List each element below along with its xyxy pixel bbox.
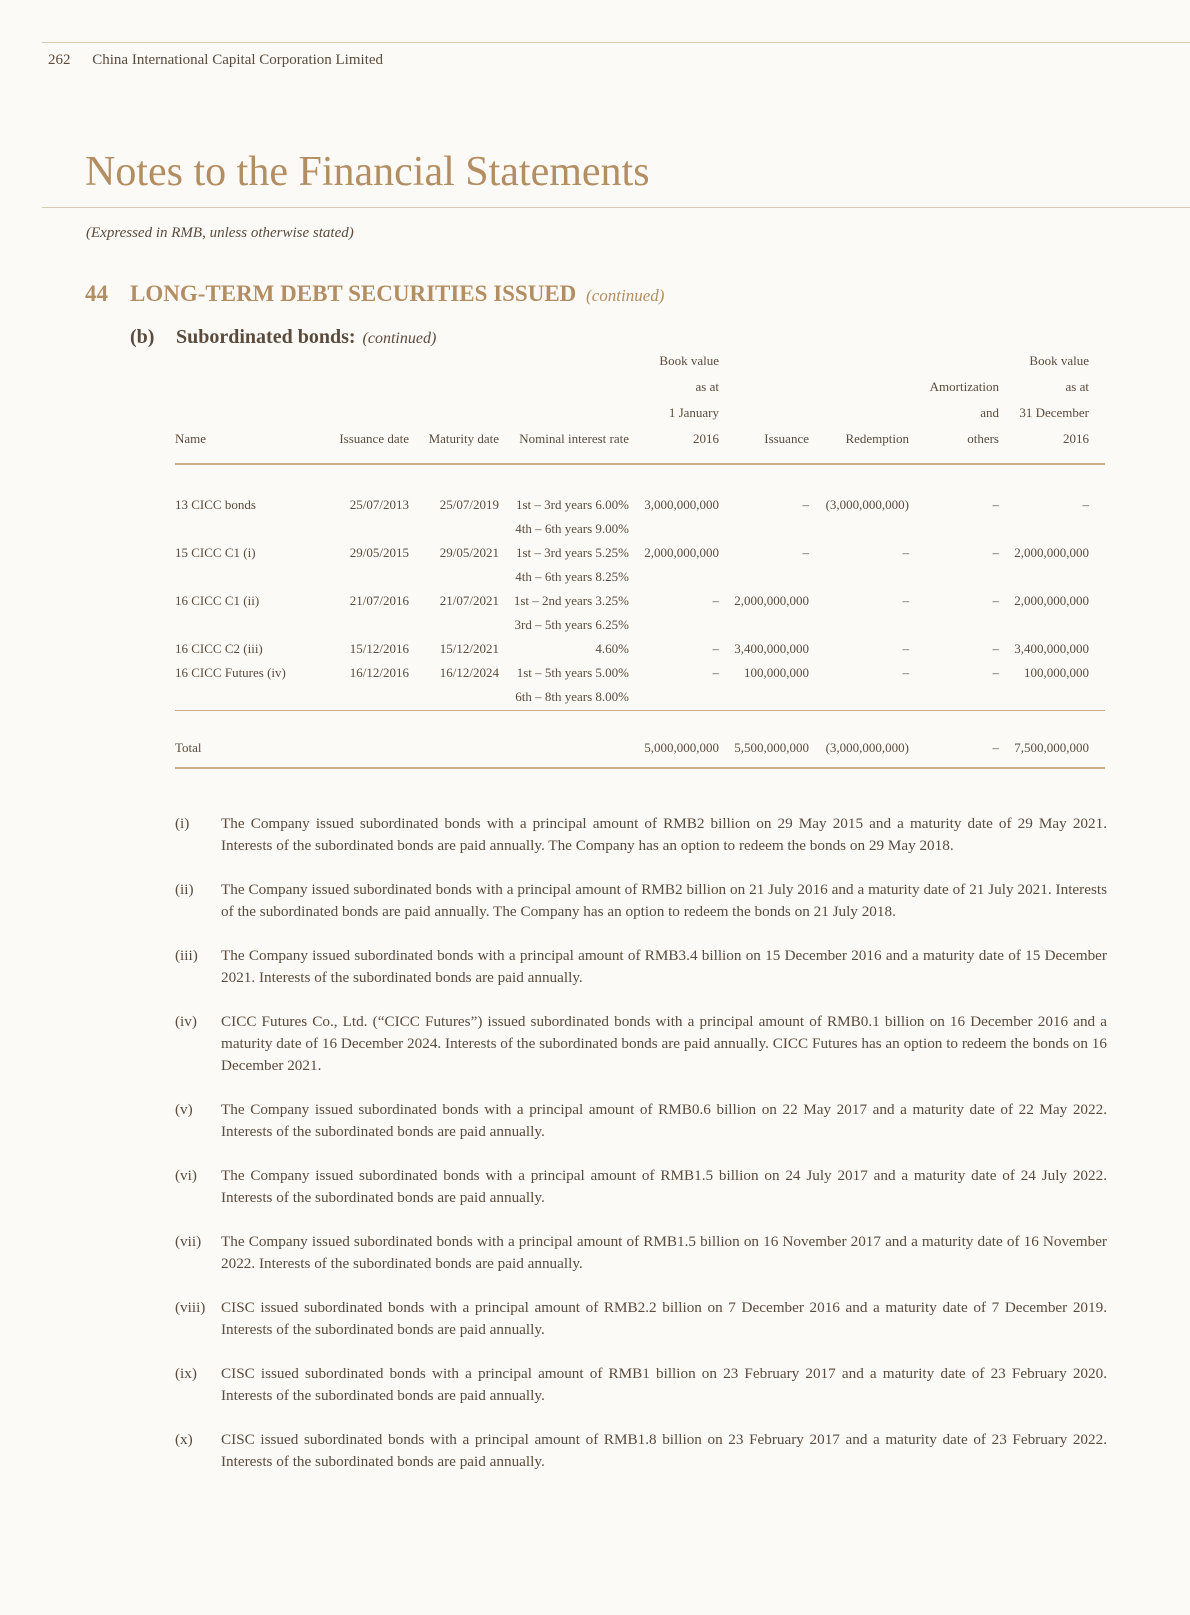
row-issuance: 100,000,000 <box>744 665 809 680</box>
footnote-text: The Company issued subordinated bonds with a principal amount of RMB2 billion on 21 July 2016 and a maturity date of 21 July 2021. Interests of the subordinated bonds are paid annually. The Company has an option to redeem the bonds on 21 July 2018. <box>221 881 1107 920</box>
row-maturity-date: 16/12/2024 <box>439 665 499 680</box>
subordinated-bonds-table <box>175 353 1105 755</box>
footnote-text: The Company issued subordinated bonds with a principal amount of RMB2 billion on 29 May 2015 and a maturity date of 29 May 2021. Interests of the subordinated bonds are paid annually. The Company has an option to redeem the bonds on 29 May 2018. <box>221 815 1107 854</box>
header-amort-line3: others <box>967 431 999 446</box>
header-bv-close-line1: Book value <box>1029 353 1089 368</box>
header-amort-line2: and <box>980 405 999 420</box>
header-rule <box>175 463 1105 465</box>
header-maturity-date: Maturity date <box>428 431 499 446</box>
row-issuance: – <box>802 545 809 560</box>
row-rate <box>515 661 629 709</box>
row-name: 16 CICC Futures (iv) <box>175 665 286 680</box>
row-issuance: 3,400,000,000 <box>734 641 809 656</box>
footnote-text: CISC issued subordinated bonds with a principal amount of RMB1.8 billion on 23 February 2017 and a maturity date of 23 February 2022. Interests of the subordinated bonds are paid annually. <box>221 1431 1107 1470</box>
footnote-text: The Company issued subordinated bonds with a principal amount of RMB1.5 billion on 16 November 2017 and a maturity date of 16 November 2022. Interests of the subordinated bonds are paid annually. <box>221 1233 1107 1272</box>
title-rule <box>42 207 1190 208</box>
row-rate <box>515 541 629 589</box>
footnote-label: (vii) <box>175 1233 202 1250</box>
section-continued: (continued) <box>586 286 665 305</box>
header-name: Name <box>175 431 207 446</box>
footnote-text: CISC issued subordinated bonds with a principal amount of RMB2.2 billion on 7 December 2016 and a maturity date of 7 December 2019. Interests of the subordinated bonds are paid annually. <box>221 1299 1107 1338</box>
header-issuance: Issuance <box>764 431 809 446</box>
page-number: 262 <box>48 52 71 68</box>
row-name: 13 CICC bonds <box>175 497 256 512</box>
row-redemption: (3,000,000,000) <box>825 497 909 512</box>
header-amort-line1: Amortization <box>929 379 999 394</box>
footnote-text: The Company issued subordinated bonds with a principal amount of RMB1.5 billion on 24 July 2017 and a maturity date of 24 July 2022. Interests of the subordinated bonds are paid annually. <box>221 1167 1107 1206</box>
total-closing: 7,500,000,000 <box>1014 740 1089 755</box>
footnote-label: (x) <box>175 1431 193 1448</box>
footnote <box>175 1429 1107 1473</box>
footnote-label: (iv) <box>175 1013 197 1030</box>
row-rate-line1: 1st – 2nd years 3.25% <box>513 593 629 608</box>
row-opening: 2,000,000,000 <box>644 545 719 560</box>
row-name: 16 CICC C2 (iii) <box>175 641 263 656</box>
row-issuance: – <box>802 497 809 512</box>
header-book-value-closing <box>1019 348 1089 452</box>
row-amortization: – <box>992 593 999 608</box>
row-issuance-date: 15/12/2016 <box>349 641 409 656</box>
total-opening: 5,000,000,000 <box>644 740 719 755</box>
row-amortization: – <box>992 641 999 656</box>
footnote <box>175 1363 1107 1407</box>
row-rate-line2: 4th – 6th years 8.25% <box>515 569 629 584</box>
header-nominal-rate: Nominal interest rate <box>519 431 629 446</box>
row-maturity-date: 21/07/2021 <box>439 593 499 608</box>
footnote <box>175 1165 1107 1209</box>
top-rule <box>42 42 1190 43</box>
footnote-label: (ix) <box>175 1365 197 1382</box>
footnote-text: The Company issued subordinated bonds with a principal amount of RMB3.4 billion on 15 December 2016 and a maturity date of 15 December 2021. Interests of the subordinated bonds are paid annually. <box>221 947 1107 986</box>
row-opening: 3,000,000,000 <box>644 497 719 512</box>
row-rate-line2: 3rd – 5th years 6.25% <box>514 617 629 632</box>
row-issuance-date: 16/12/2016 <box>349 665 409 680</box>
footnote <box>175 813 1107 857</box>
total-label: Total <box>175 740 202 755</box>
row-redemption: – <box>902 593 909 608</box>
header-redemption: Redemption <box>845 431 909 446</box>
row-maturity-date: 15/12/2021 <box>439 641 499 656</box>
row-rate-line1: 1st – 5th years 5.00% <box>516 665 629 680</box>
row-maturity-date: 29/05/2021 <box>439 545 499 560</box>
total-issuance: 5,500,000,000 <box>734 740 809 755</box>
footnote-text: CICC Futures Co., Ltd. (“CICC Futures”) issued subordinated bonds with a principal amount of RMB0.1 billion on 16 December 2016 and a maturity date of 16 December 2024. Interests of the subordinated bonds are paid annually. CICC Futures has an option to redeem the bonds on 16 December 2021. <box>221 1013 1107 1074</box>
row-opening: – <box>712 641 719 656</box>
total-rule <box>175 767 1105 769</box>
table-header <box>175 353 1105 460</box>
section-heading <box>85 281 664 307</box>
footnote <box>175 879 1107 923</box>
footnote-label: (vi) <box>175 1167 197 1184</box>
row-rate <box>515 493 629 541</box>
row-name: 16 CICC C1 (ii) <box>175 593 260 608</box>
row-issuance: 2,000,000,000 <box>734 593 809 608</box>
row-redemption: – <box>902 545 909 560</box>
row-rate <box>514 589 629 637</box>
total-redemption: (3,000,000,000) <box>825 740 909 755</box>
row-amortization: – <box>992 665 999 680</box>
subsection-heading <box>130 326 436 349</box>
row-closing: 100,000,000 <box>1024 665 1089 680</box>
page-title: Notes to the Financial Statements <box>85 149 650 195</box>
row-closing: 2,000,000,000 <box>1014 545 1089 560</box>
header-bv-close-line3: 31 December <box>1019 405 1089 420</box>
footnote <box>175 1011 1107 1077</box>
row-issuance-date: 25/07/2013 <box>349 497 409 512</box>
subsection-title: Subordinated bonds: <box>176 326 356 348</box>
row-closing: 2,000,000,000 <box>1014 593 1089 608</box>
row-rate: 4.60% <box>595 641 629 656</box>
footnote-label: (v) <box>175 1101 193 1118</box>
header-bv-open-line2: as at <box>695 379 719 394</box>
header-bv-open-line4: 2016 <box>693 431 719 446</box>
row-redemption: – <box>902 665 909 680</box>
page-header <box>48 52 383 69</box>
footnote-label: (ii) <box>175 881 194 898</box>
header-bv-close-line2: as at <box>1065 379 1089 394</box>
pre-total-rule <box>175 710 1105 711</box>
section-number: 44 <box>85 281 108 306</box>
row-amortization: – <box>992 545 999 560</box>
section-title: LONG-TERM DEBT SECURITIES ISSUED <box>130 281 577 306</box>
header-amortization <box>930 374 999 452</box>
row-opening: – <box>712 593 719 608</box>
footnote <box>175 1297 1107 1341</box>
currency-note: (Expressed in RMB, unless otherwise stated) <box>86 225 354 241</box>
row-opening: – <box>712 665 719 680</box>
row-name: 15 CICC C1 (i) <box>175 545 256 560</box>
footnote-text: The Company issued subordinated bonds with a principal amount of RMB0.6 billion on 22 May 2017 and a maturity date of 22 May 2022. Interests of the subordinated bonds are paid annually. <box>221 1101 1107 1140</box>
subsection-label: (b) <box>130 326 155 348</box>
footnote-text: CISC issued subordinated bonds with a principal amount of RMB1 billion on 23 February 2017 and a maturity date of 23 February 2020. Interests of the subordinated bonds are paid annually. <box>221 1365 1107 1404</box>
row-amortization: – <box>992 497 999 512</box>
footnote <box>175 1231 1107 1275</box>
footnote-label: (iii) <box>175 947 198 964</box>
footnote-label: (i) <box>175 815 190 832</box>
footnote <box>175 945 1107 989</box>
footnote <box>175 1099 1107 1143</box>
row-rate-line1: 1st – 3rd years 6.00% <box>515 497 629 512</box>
header-bv-close-line4: 2016 <box>1063 431 1089 446</box>
header-issuance-date: Issuance date <box>339 431 409 446</box>
total-amortization: – <box>992 740 999 755</box>
footnotes <box>175 813 1107 1495</box>
header-bv-open-line1: Book value <box>659 353 719 368</box>
row-maturity-date: 25/07/2019 <box>439 497 499 512</box>
row-rate-line2: 4th – 6th years 9.00% <box>515 521 629 536</box>
row-issuance-date: 21/07/2016 <box>349 593 409 608</box>
row-closing: – <box>1082 497 1089 512</box>
company-name: China International Capital Corporation Limited <box>92 52 384 68</box>
row-rate-line1: 1st – 3rd years 5.25% <box>515 545 629 560</box>
header-bv-open-line3: 1 January <box>668 405 719 420</box>
subsection-continued: (continued) <box>362 330 437 347</box>
row-rate-line2: 6th – 8th years 8.00% <box>515 689 629 704</box>
footnote-label: (viii) <box>175 1299 206 1316</box>
row-redemption: – <box>902 641 909 656</box>
header-book-value-opening <box>659 348 719 452</box>
row-issuance-date: 29/05/2015 <box>349 545 409 560</box>
row-closing: 3,400,000,000 <box>1014 641 1089 656</box>
